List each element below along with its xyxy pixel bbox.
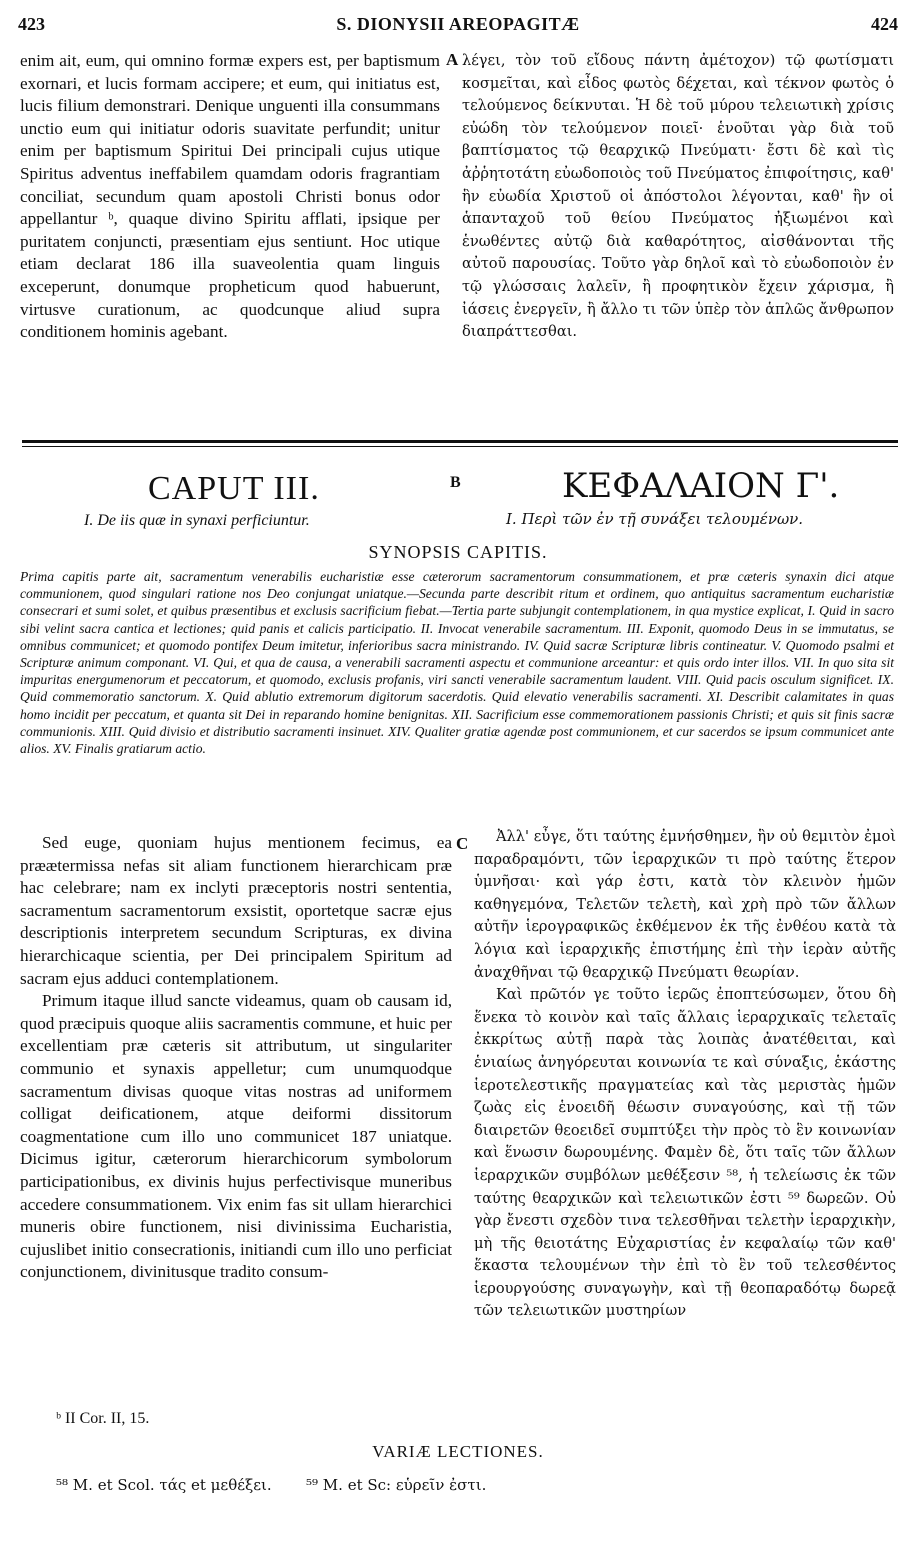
top-greek-column [462,50,894,344]
chapter-title-latin: CAPUT III. [148,470,320,507]
bottom-latin-column [20,832,452,1284]
page-number-right: 424 [871,14,898,34]
column-marker-c: C [456,834,469,853]
top-latin-column [20,50,440,344]
varia-note-59: ⁵⁹ M. et Sc: εὑρεῖν ἐστι. [306,1476,487,1494]
synopsis-text: Prima capitis parte ait, sacramentum venerabilis eucharistiæ esse cæterorum sacramentorum consummationem, et præ cæteris synaxin dici atque communionem, quod singulari ratione nos Deo conjungat uniatque.—Secunda parte describit ritum et ordinem, quo antiquitus sacramentum eucharistiæ consecrari et sumi solet, et quibus præsentibus et exclusis sacrificium fiebat.—Tertia parte subjungit contemplationem, in qua mystice explicat, I. Quid in sacro sibi velint sacra cantica et lectiones; quid panis et calicis participatio. II. Invocat venerabile sacramentum. III. Exponit, quomodo Deus in se immutatus, se omnibus communicet; et quomodo pontifex Deum imitetur, inferioribus sacra ministrando. IV. Quid sacræ Scripturæ libris contineatur. V. Quomodo psalmi et Scripturæ animum componant. VI. Qui, et qua de causa, a venerabili sacramenti aspectu et communione arceantur: et quis ordo inter illos. VII. In quo sita sit impuritas energumenorum et peccatorum, et quomodo, exclusis profanis, viri sancti venerabile sacramentum laudent. VIII. Quid pacis osculum significet. IX. Quid commemoratio sanctorum. X. Quid ablutio extremorum digitorum sacerdotis. Quid elevatio venerabilis sacramenti. XI. Describit calamitates in quas homo incidit per peccatum, et quanta sit Dei in reparando homine benignitas. XII. Sacrificium esse commemorationem passionis Christi; et quis sit finis sacræ communionis. XIII. Quid divisio et distributio sacramenti insinuet. XIV. Qualiter gratiæ agendæ post communionem, et cur sacerdos se ipsum communicet ante alios. XV. Finalis gratiarum actio. [20,569,894,757]
column-marker-a: A [446,50,459,69]
top-latin-text: enim ait, eum, qui omnino formæ expers est, per baptismum exornari, et lucis formam accipere; et eum, qui initiatus est, lucis filium demonstrari. Denique unguenti illa consummans unctio eum qui initiatur odoris suavitate perfundit; unitur enim per baptismum Spiritui Dei principali cujus utique Spiritus adventus ineffabilem quamdam odoris fragrantiam conciliat, secundum quam apostoli Christi bonus odor appellantur ᵇ, quaque divino Spiritu afflati, ipsique per puritatem conjuncti, præsentiam ejus sentiunt. Hoc utique etiam declarat 186 illa suaveolentia quam linguis exceperunt, donumque propheticum quod habuerunt, virtusve curationum, ac quodcunque aliud supra conditionem hominis agebant. [20,51,440,342]
latin-paragraph-1: Sed euge, quoniam hujus mentionem fecimus, ea præætermissa nefas sit aliam functionem hierarchicam præ hac celebrare; nam ex inclyti præceptoris nostri sententia, sacramentum sacramentorum exsistit, oportetque sacræ ejus descriptionis interpretem secundum Scripturas, ex divina hierarchicaque scientia, per Dei principalem Spiritum ad sacram ejus adduci contemplationem. [20,833,452,988]
divider-thick [22,440,898,443]
greek-paragraph-2: Καὶ πρῶτόν γε τοῦτο ἱερῶς ἐποπτεύσωμεν, ὅτου δὴ ἕνεκα τὸ κοινὸν καὶ ταῖς ἄλλαις ἱεραρχικαῖς τελεταῖς ἐκκρίτως αὐτῇ παρὰ τὰς λοιπὰς ἀνατέθειται, καὶ ἑνιαίως ἀνηγόρευται κοινωνία τε καὶ σύναξις, ἑκάστης ἱεροτελεστικῆς πραγματείας καὶ τὰς μεριστὰς ἡμῶν ζωὰς εἰς ἑνοειδῆ θέωσιν συναγούσης, καὶ τῇ τῶν διαιρετῶν θεοειδεῖ συμπτύξει τὴν πρὸς τὸ ἓν κοινωνίαν καὶ ἕνωσιν δωρουμένης. Φαμὲν δὲ, ὅτι ταῖς τῶν ἄλλων ἱεραρχικῶν συμβόλων μεθέξεσιν ⁵⁸, ἡ τελείωσις ἐκ τῶν ταύτης θεαρχικῶν καὶ τελειωτικῶν ἐστι ⁵⁹ δωρεῶν. Οὐ γὰρ ἔνεστι σχεδὸν τινα τελεσθῆναι τελετὴν ἱεραρχικὴν, μὴ τῆς θειοτάτης Εὐχαριστίας ἐν κεφαλαίῳ τῶν καθ' ἕκαστα τελουμένων τὴν ἐπὶ τὸ ἓν τοῦ τελεσθέντος ἱερουργούσης συναγωγὴν, καὶ τῇ θεοπαραδότῳ δωρεᾷ τῶν τελειωτικῶν μυστηρίων [474,986,896,1320]
synopsis-title: SYNOPSIS CAPITIS. [368,542,548,562]
running-head [18,14,898,44]
latin-paragraph-2: Primum itaque illud sancte videamus, quam ob causam id, quod præcipuis quoque aliis sacramentis commune, et huic per excellentiam præ cæteris sit attributum, ut singulariter communio et synaxis appelletur; cum unumquodque sacramentum divisas quoque vitas nostras ad uniformem colligat deificationem, atque deiformi dissitorum coagmentatione cum illo uno communicet 187 uniatque. Dicimus igitur, cæterorum hierarchicorum symbolorum participationibus, ex divinis hujus perfectivisque muneribus accedere consummationem. Vix enim fas sit ullam hierarchici muneris obire functionem, nisi divinissima Eucharistia, cujuslibet initio consecrationis, initiandi cum illo uno perficiat conjunctionem, divinitusque tradito consum- [20,991,452,1282]
running-title: S. DIONYSII AREOPAGITÆ [336,14,580,34]
page-number-left: 423 [18,14,45,34]
chapter-subtitle-latin: I. De iis quæ in synaxi perficiuntur. [84,512,310,529]
varia-title: VARIÆ LECTIONES. [372,1442,544,1461]
top-greek-text: λέγει, τὸν τοῦ εἴδους πάντη ἀμέτοχον) τῷ φωτίσματι κοσμεῖται, καὶ εἶδος φωτὸς δέχεται, καὶ τέκνον φωτὸς ὁ τελούμενος δείκνυται. Ἡ δὲ τοῦ μύρου τελειωτικὴ χρίσις εὐώδη τὸν τελούμενον ποιεῖ· ἑνοῦται γὰρ διὰ τοῦ βαπτίσματος τῷ θεαρχικῷ Πνεύματι· ἔστι δὲ καὶ τὶς ἀῤῥητοτάτη εὐωδοποιὸς τοῦ Πνεύματος ἐπιφοίτησις, καθ' ἣν εὐωδία Χριστοῦ οἱ ἀπόστολοι λέγονται, καθ' ἣν οἱ ἁπανταχοῦ τοῦ θείου Πνεύματος ἠξιωμένοι καὶ ἑνωθέντες αὐτῷ διὰ καθαρότητος, αἰσθάνονται τῆς αὐτοῦ παρουσίας. Τοῦτο γὰρ δηλοῖ καὶ τὸ εὐωδοποιὸν ἐν τῷ γλώσσαις λαλεῖν, ἢ προφητικὸν ἔχειν χάρισμα, ἢ ἰάσεις ἐνεργεῖν, ἢ ἄλλο τι τῶν ὑπὲρ τὸν ἁπλῶς ἄνθρωπον διαπράττεσθαι. [462,52,894,341]
bottom-greek-column [474,826,896,1323]
varia-note-58: ⁵⁸ M. et Scol. τάς et μεθέξει. [56,1476,272,1494]
greek-paragraph-1: Ἀλλ' εὖγε, ὅτι ταύτης ἐμνήσθημεν, ἣν οὐ θεμιτὸν ἐμοὶ παραδραμόντι, τῶν ἱεραρχικῶν τι πρὸ ταύτης ἕτερον ὑμνῆσαι· καὶ γάρ ἐστι, κατὰ τὸν κλεινὸν ἡμῶν καθηγεμόνα, Τελετῶν τελετὴ, καὶ χρὴ πρὸ τῶν ἄλλων αὐτῆν ἱερογραφικῶς ἐκθέμενον ἐκ τῆς ἐνθέου κατὰ τὰ λόγια καὶ ἱεραρχικῆς ἐπιστήμης ἐπὶ τὴν ἱερὰν αὐτῆς ἀναχθῆναι τῷ θεαρχικῷ Πνεύματι θεωρίαν. [474,828,896,981]
column-marker-b: B [450,474,461,491]
chapter-subtitle-greek: Ι. Περὶ τῶν ἐν τῇ συνάξει τελουμένων. [506,510,804,528]
divider-thin [22,446,898,447]
chapter-title-greek: ΚΕΦΑΛΑΙΟΝ Γ'. [562,466,840,506]
footnote: ᵇ II Cor. II, 15. [56,1410,150,1427]
